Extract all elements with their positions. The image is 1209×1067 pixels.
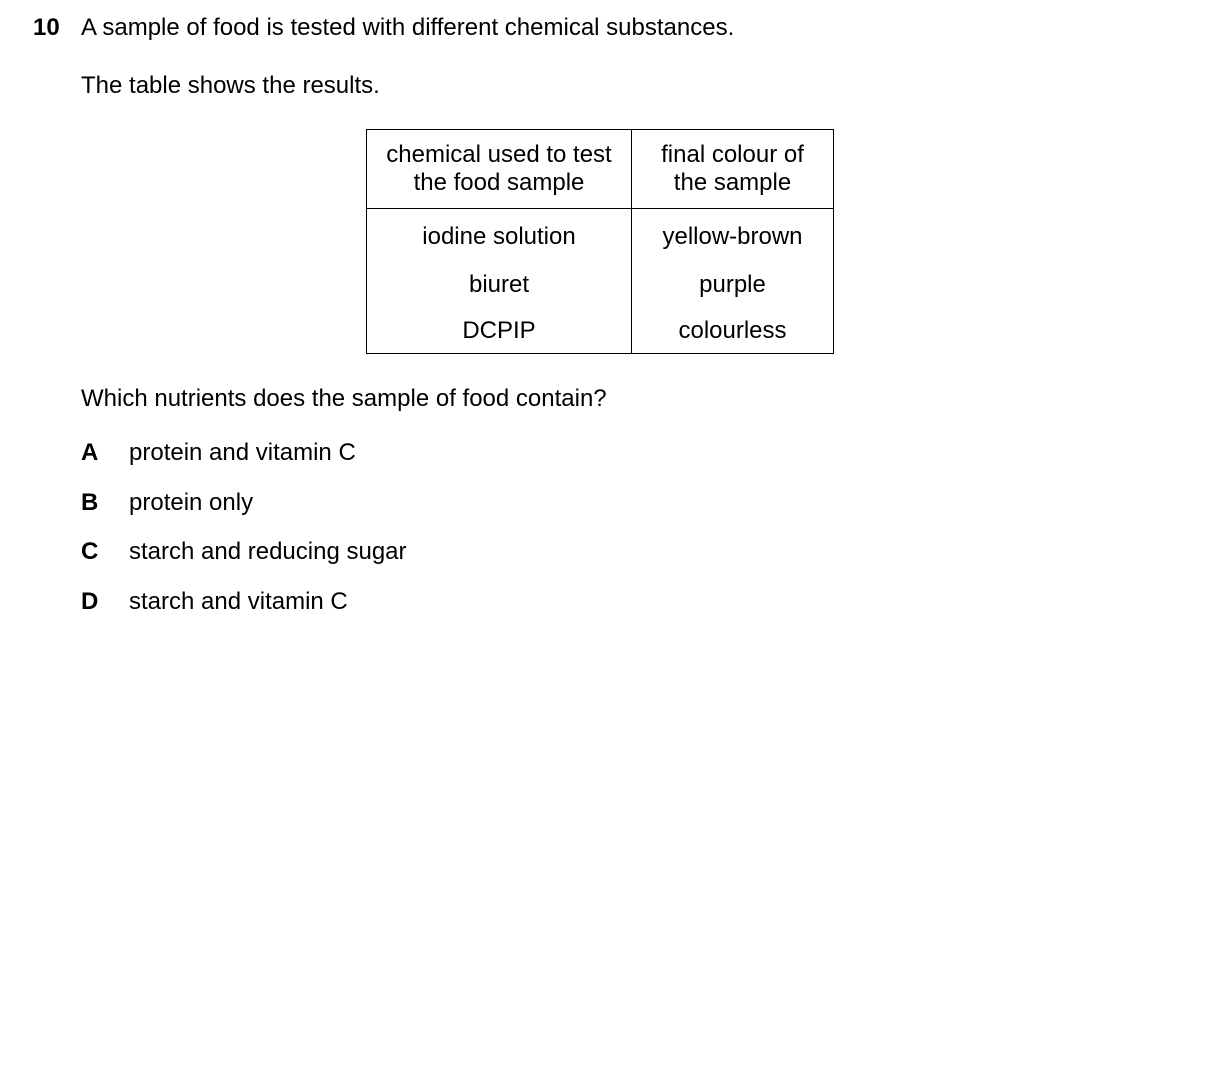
header-chemical-line-2: the food sample <box>413 169 585 196</box>
colour-cell: colourless <box>632 309 834 354</box>
option-b-text: protein only <box>129 489 254 516</box>
option-c-letter: C <box>81 538 99 565</box>
question-number: 10 <box>33 14 60 41</box>
table-row <box>367 261 834 309</box>
colour-cell: yellow-brown <box>632 209 834 262</box>
header-colour-line-2: the sample <box>673 169 792 196</box>
option-a-letter: A <box>81 439 99 466</box>
chemical-cell: iodine solution <box>367 209 632 262</box>
header-final-colour <box>632 130 834 209</box>
results-table <box>366 129 834 354</box>
question-prompt: Which nutrients does the sample of food contain? <box>81 385 607 412</box>
option-c-text: starch and reducing sugar <box>129 538 407 565</box>
table-row <box>367 209 834 262</box>
option-a-text: protein and vitamin C <box>129 439 356 466</box>
table-header-row <box>367 130 834 209</box>
table-intro: The table shows the results. <box>81 72 380 99</box>
header-chemical-line-1: chemical used to test <box>386 141 612 168</box>
colour-cell: purple <box>632 261 834 309</box>
option-d-letter: D <box>81 588 99 615</box>
header-chemical <box>367 130 632 209</box>
table-row <box>367 309 834 354</box>
chemical-cell: DCPIP <box>367 309 632 354</box>
option-b-letter: B <box>81 489 99 516</box>
header-colour-line-1: final colour of <box>661 141 804 168</box>
question-stem: A sample of food is tested with different chemical substances. <box>81 14 735 41</box>
option-d-text: starch and vitamin C <box>129 588 348 615</box>
chemical-cell: biuret <box>367 261 632 309</box>
